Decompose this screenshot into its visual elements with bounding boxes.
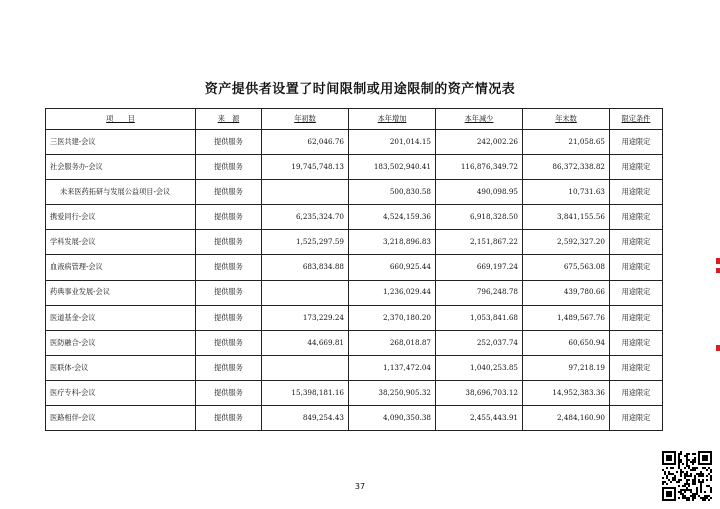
cell-begin: 173,229.24 [262,305,349,330]
cell-condition: 用途限定 [610,155,663,180]
cell-increase: 1,236,029.44 [349,280,436,305]
header-increase: 本年增加 [349,109,436,130]
cell-increase: 500,830.58 [349,180,436,205]
page-title: 资产提供者设置了时间限制或用途限制的资产情况表 [204,82,516,97]
restricted-assets-table [45,108,663,431]
cell-condition: 用途限定 [610,406,663,431]
table-row [46,180,663,205]
table-row [46,255,663,280]
cell-decrease: 796,248.78 [436,280,523,305]
cell-begin: 19,745,748.13 [262,155,349,180]
cell-decrease: 669,197.24 [436,255,523,280]
cell-increase: 183,502,940.41 [349,155,436,180]
cell-increase: 201,014.15 [349,130,436,155]
cell-increase: 1,137,472.04 [349,355,436,380]
cell-project: 药典事业发展-会议 [46,280,196,305]
cell-project: 三医共建-会议 [46,130,196,155]
header-begin-balance: 年初数 [262,109,349,130]
cell-project: 医道基金-会议 [46,305,196,330]
header-source: 来 源 [196,109,262,130]
cell-condition: 用途限定 [610,280,663,305]
cell-begin: 683,834.88 [262,255,349,280]
cell-condition: 用途限定 [610,305,663,330]
cell-increase: 660,925.44 [349,255,436,280]
cell-increase: 38,250,905.32 [349,380,436,405]
cell-condition: 用途限定 [610,180,663,205]
cell-begin: 1,525,297.59 [262,230,349,255]
table-row [46,155,663,180]
page-number: 37 [354,482,366,491]
table-row [46,280,663,305]
cell-source: 提供服务 [196,180,262,205]
cell-begin: 6,235,324.70 [262,205,349,230]
cell-source: 提供服务 [196,330,262,355]
cell-end: 21,058.65 [523,130,610,155]
cell-project: 医路相伴-会议 [46,406,196,431]
cell-decrease: 6,918,328.50 [436,205,523,230]
cell-begin: 849,254.43 [262,406,349,431]
cell-end: 2,592,327.20 [523,230,610,255]
cell-decrease: 2,455,443.91 [436,406,523,431]
cell-begin [262,280,349,305]
table-row [46,355,663,380]
seal-fragment-middle [716,268,720,273]
cell-decrease: 252,037.74 [436,330,523,355]
cell-condition: 用途限定 [610,255,663,280]
cell-end: 60,650.94 [523,330,610,355]
cell-end: 2,484,160.90 [523,406,610,431]
cell-end: 3,841,155.56 [523,205,610,230]
cell-project: 血液病管理-会议 [46,255,196,280]
cell-begin [262,355,349,380]
cell-source: 提供服务 [196,230,262,255]
cell-end: 439,780.66 [523,280,610,305]
table-row [46,230,663,255]
cell-decrease: 38,696,703.12 [436,380,523,405]
cell-decrease: 1,053,841.68 [436,305,523,330]
cell-decrease: 116,876,349.72 [436,155,523,180]
cell-source: 提供服务 [196,305,262,330]
cell-increase: 3,218,896.83 [349,230,436,255]
cell-decrease: 242,002.26 [436,130,523,155]
cell-condition: 用途限定 [610,380,663,405]
seal-fragment-bottom [716,345,720,351]
cell-source: 提供服务 [196,205,262,230]
cell-begin: 44,669.81 [262,330,349,355]
cell-condition: 用途限定 [610,355,663,380]
cell-source: 提供服务 [196,406,262,431]
header-decrease: 本年减少 [436,109,523,130]
cell-decrease: 490,098.95 [436,180,523,205]
header-condition: 限定条件 [610,109,663,130]
table-row [46,406,663,431]
cell-condition: 用途限定 [610,230,663,255]
qr-code-icon [662,451,712,501]
cell-begin: 62,046.76 [262,130,349,155]
cell-project: 携爱同行-会议 [46,205,196,230]
table-row [46,130,663,155]
table-row [46,305,663,330]
cell-source: 提供服务 [196,255,262,280]
cell-end: 86,372,338.82 [523,155,610,180]
cell-end: 10,731.63 [523,180,610,205]
table-row [46,330,663,355]
cell-increase: 2,370,180.20 [349,305,436,330]
table-header-row [46,109,663,130]
cell-increase: 4,524,159.36 [349,205,436,230]
table-row [46,380,663,405]
cell-source: 提供服务 [196,155,262,180]
header-project: 项 目 [46,109,196,130]
cell-begin [262,180,349,205]
seal-fragment-top [716,258,720,264]
cell-end: 97,218.19 [523,355,610,380]
cell-project: 医疗专科-会议 [46,380,196,405]
cell-condition: 用途限定 [610,330,663,355]
cell-source: 提供服务 [196,280,262,305]
cell-project: 医防融合-会议 [46,330,196,355]
cell-project: 医联体-会议 [46,355,196,380]
cell-project: 社会服务办-会议 [46,155,196,180]
cell-source: 提供服务 [196,355,262,380]
cell-condition: 用途限定 [610,205,663,230]
cell-end: 675,563.08 [523,255,610,280]
cell-increase: 268,018.87 [349,330,436,355]
cell-increase: 4,090,350.38 [349,406,436,431]
cell-condition: 用途限定 [610,130,663,155]
cell-end: 14,952,383.36 [523,380,610,405]
cell-source: 提供服务 [196,380,262,405]
header-end-balance: 年末数 [523,109,610,130]
cell-begin: 15,398,181.16 [262,380,349,405]
cell-decrease: 1,040,253.85 [436,355,523,380]
cell-project: 学科发展-会议 [46,230,196,255]
cell-project: 未来医药拓研与发展公益项目-会议 [46,180,196,205]
cell-decrease: 2,151,867.22 [436,230,523,255]
table-row [46,205,663,230]
cell-source: 提供服务 [196,130,262,155]
cell-end: 1,489,567.76 [523,305,610,330]
